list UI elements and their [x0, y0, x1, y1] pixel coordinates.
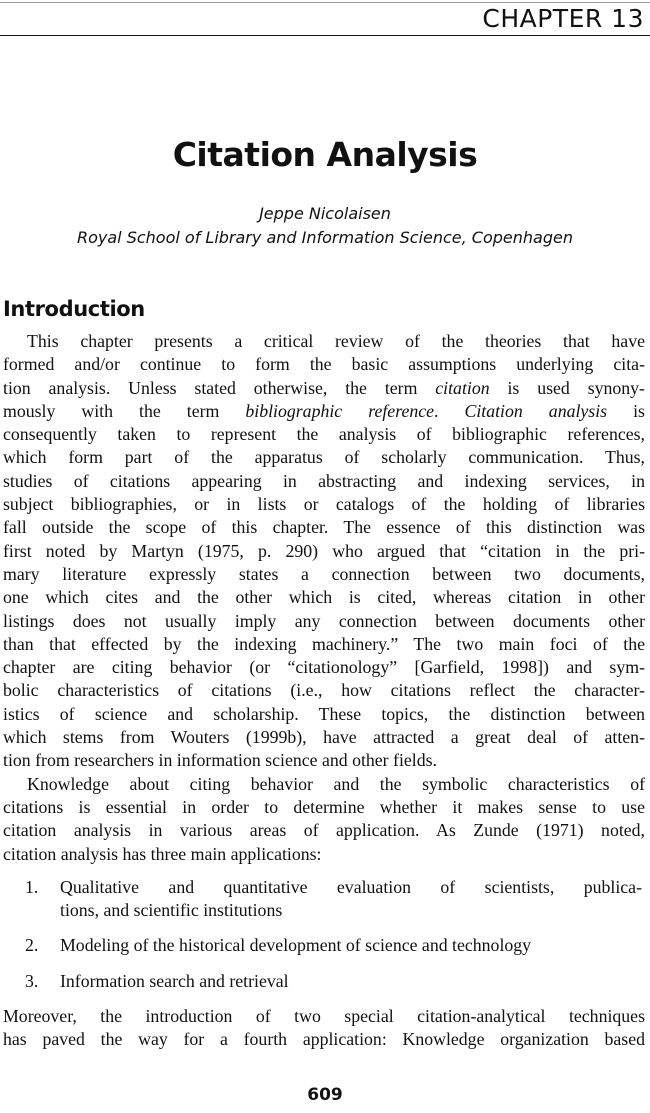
text-line: studies of citations appearing in abstracting and indexing services, in [3, 470, 645, 491]
page-number: 609 [307, 1085, 343, 1105]
body-text [3, 330, 645, 1052]
text-line: Knowledge about citing behavior and the symbolic characteristics of [27, 773, 645, 794]
text-line: has paved the way for a fourth application: Knowledge organization based [3, 1029, 645, 1050]
text-line: one which cites and the other which is cited, whereas citation in other [3, 587, 645, 608]
top-edge-rule [0, 2, 650, 3]
author-name: Jeppe Nicolaisen [259, 204, 391, 223]
text-line: Qualitative and quantitative evaluation of scientists, publica- [60, 876, 642, 897]
text-line [3, 400, 645, 423]
list-item-number: 2. [25, 935, 39, 956]
text-line: fall outside the scope of this chapter. The essence of this distinction was [3, 517, 645, 538]
list-item-body [60, 970, 645, 993]
text-line: than that effected by the indexing machinery.” The two main foci of the [3, 633, 645, 654]
text-line [3, 377, 645, 400]
chapter-label: CHAPTER 13 [482, 4, 644, 33]
text-run-italic: Citation analysis [464, 400, 608, 421]
section-heading-introduction: Introduction [3, 297, 145, 321]
text-line: which form part of the apparatus of scholarly communication. Thus, [3, 447, 645, 468]
text-line: istics of science and scholarship. These topics, the distinction between [3, 703, 645, 724]
text-line: formed and/or continue to form the basic assumptions underlying cita- [3, 354, 645, 375]
chapter-title: Citation Analysis [172, 135, 478, 174]
text-run-italic: citation [435, 377, 490, 398]
text-run: mously with the term [3, 400, 246, 421]
list-item [3, 876, 645, 923]
text-run: is used synony- [489, 377, 645, 398]
text-line: consequently taken to represent the analysis of bibliographic references, [3, 424, 645, 445]
list-item-number: 1. [25, 876, 39, 897]
text-line: Information search and retrieval [60, 970, 289, 991]
chapter-header-rule [0, 35, 650, 36]
text-line: citation analysis has three main applications: [3, 843, 322, 864]
paragraph-1 [3, 330, 645, 773]
text-line: Moreover, the introduction of two special citation-analytical techniques [3, 1006, 645, 1027]
text-line: listings does not usually imply any connection between documents other [3, 610, 645, 631]
list-item [3, 970, 645, 993]
text-run-italic: bibliographic reference [245, 400, 435, 421]
paragraph-3 [3, 1005, 645, 1052]
text-line: chapter are citing behavior (or “citationology” [Garfield, 1998]) and sym- [3, 657, 645, 678]
list-item-body [60, 934, 645, 957]
author-affiliation: Royal School of Library and Information Science, Copenhagen [76, 228, 573, 247]
text-line: subject bibliographies, or in lists or catalogs of the holding of libraries [3, 494, 645, 515]
text-run: tion analysis. Unless stated otherwise, the term [3, 377, 436, 398]
text-line: Modeling of the historical development of science and technology [60, 935, 532, 956]
text-line: bolic characteristics of citations (i.e., how citations reflect the character- [3, 680, 645, 701]
text-line: citations is essential in order to determine whether it makes sense to use [3, 796, 645, 817]
list-item-number: 3. [25, 970, 39, 991]
text-run: . [434, 400, 465, 421]
text-line: tion from researchers in information science and other fields. [3, 750, 437, 771]
text-line: mary literature expressly states a connection between two documents, [3, 563, 645, 584]
list-item [3, 934, 645, 957]
text-run: is [607, 400, 645, 421]
paragraph-2 [3, 773, 645, 866]
text-line: which stems from Wouters (1999b), have attracted a great deal of atten- [3, 727, 645, 748]
text-line: citation analysis in various areas of application. As Zunde (1971) noted, [3, 820, 645, 841]
applications-list [3, 876, 645, 993]
list-item-body [60, 876, 645, 923]
text-line: first noted by Martyn (1975, p. 290) who argued that “citation in the pri- [3, 540, 645, 561]
text-line: tions, and scientific institutions [60, 900, 283, 921]
text-line: This chapter presents a critical review of the theories that have [27, 331, 645, 351]
